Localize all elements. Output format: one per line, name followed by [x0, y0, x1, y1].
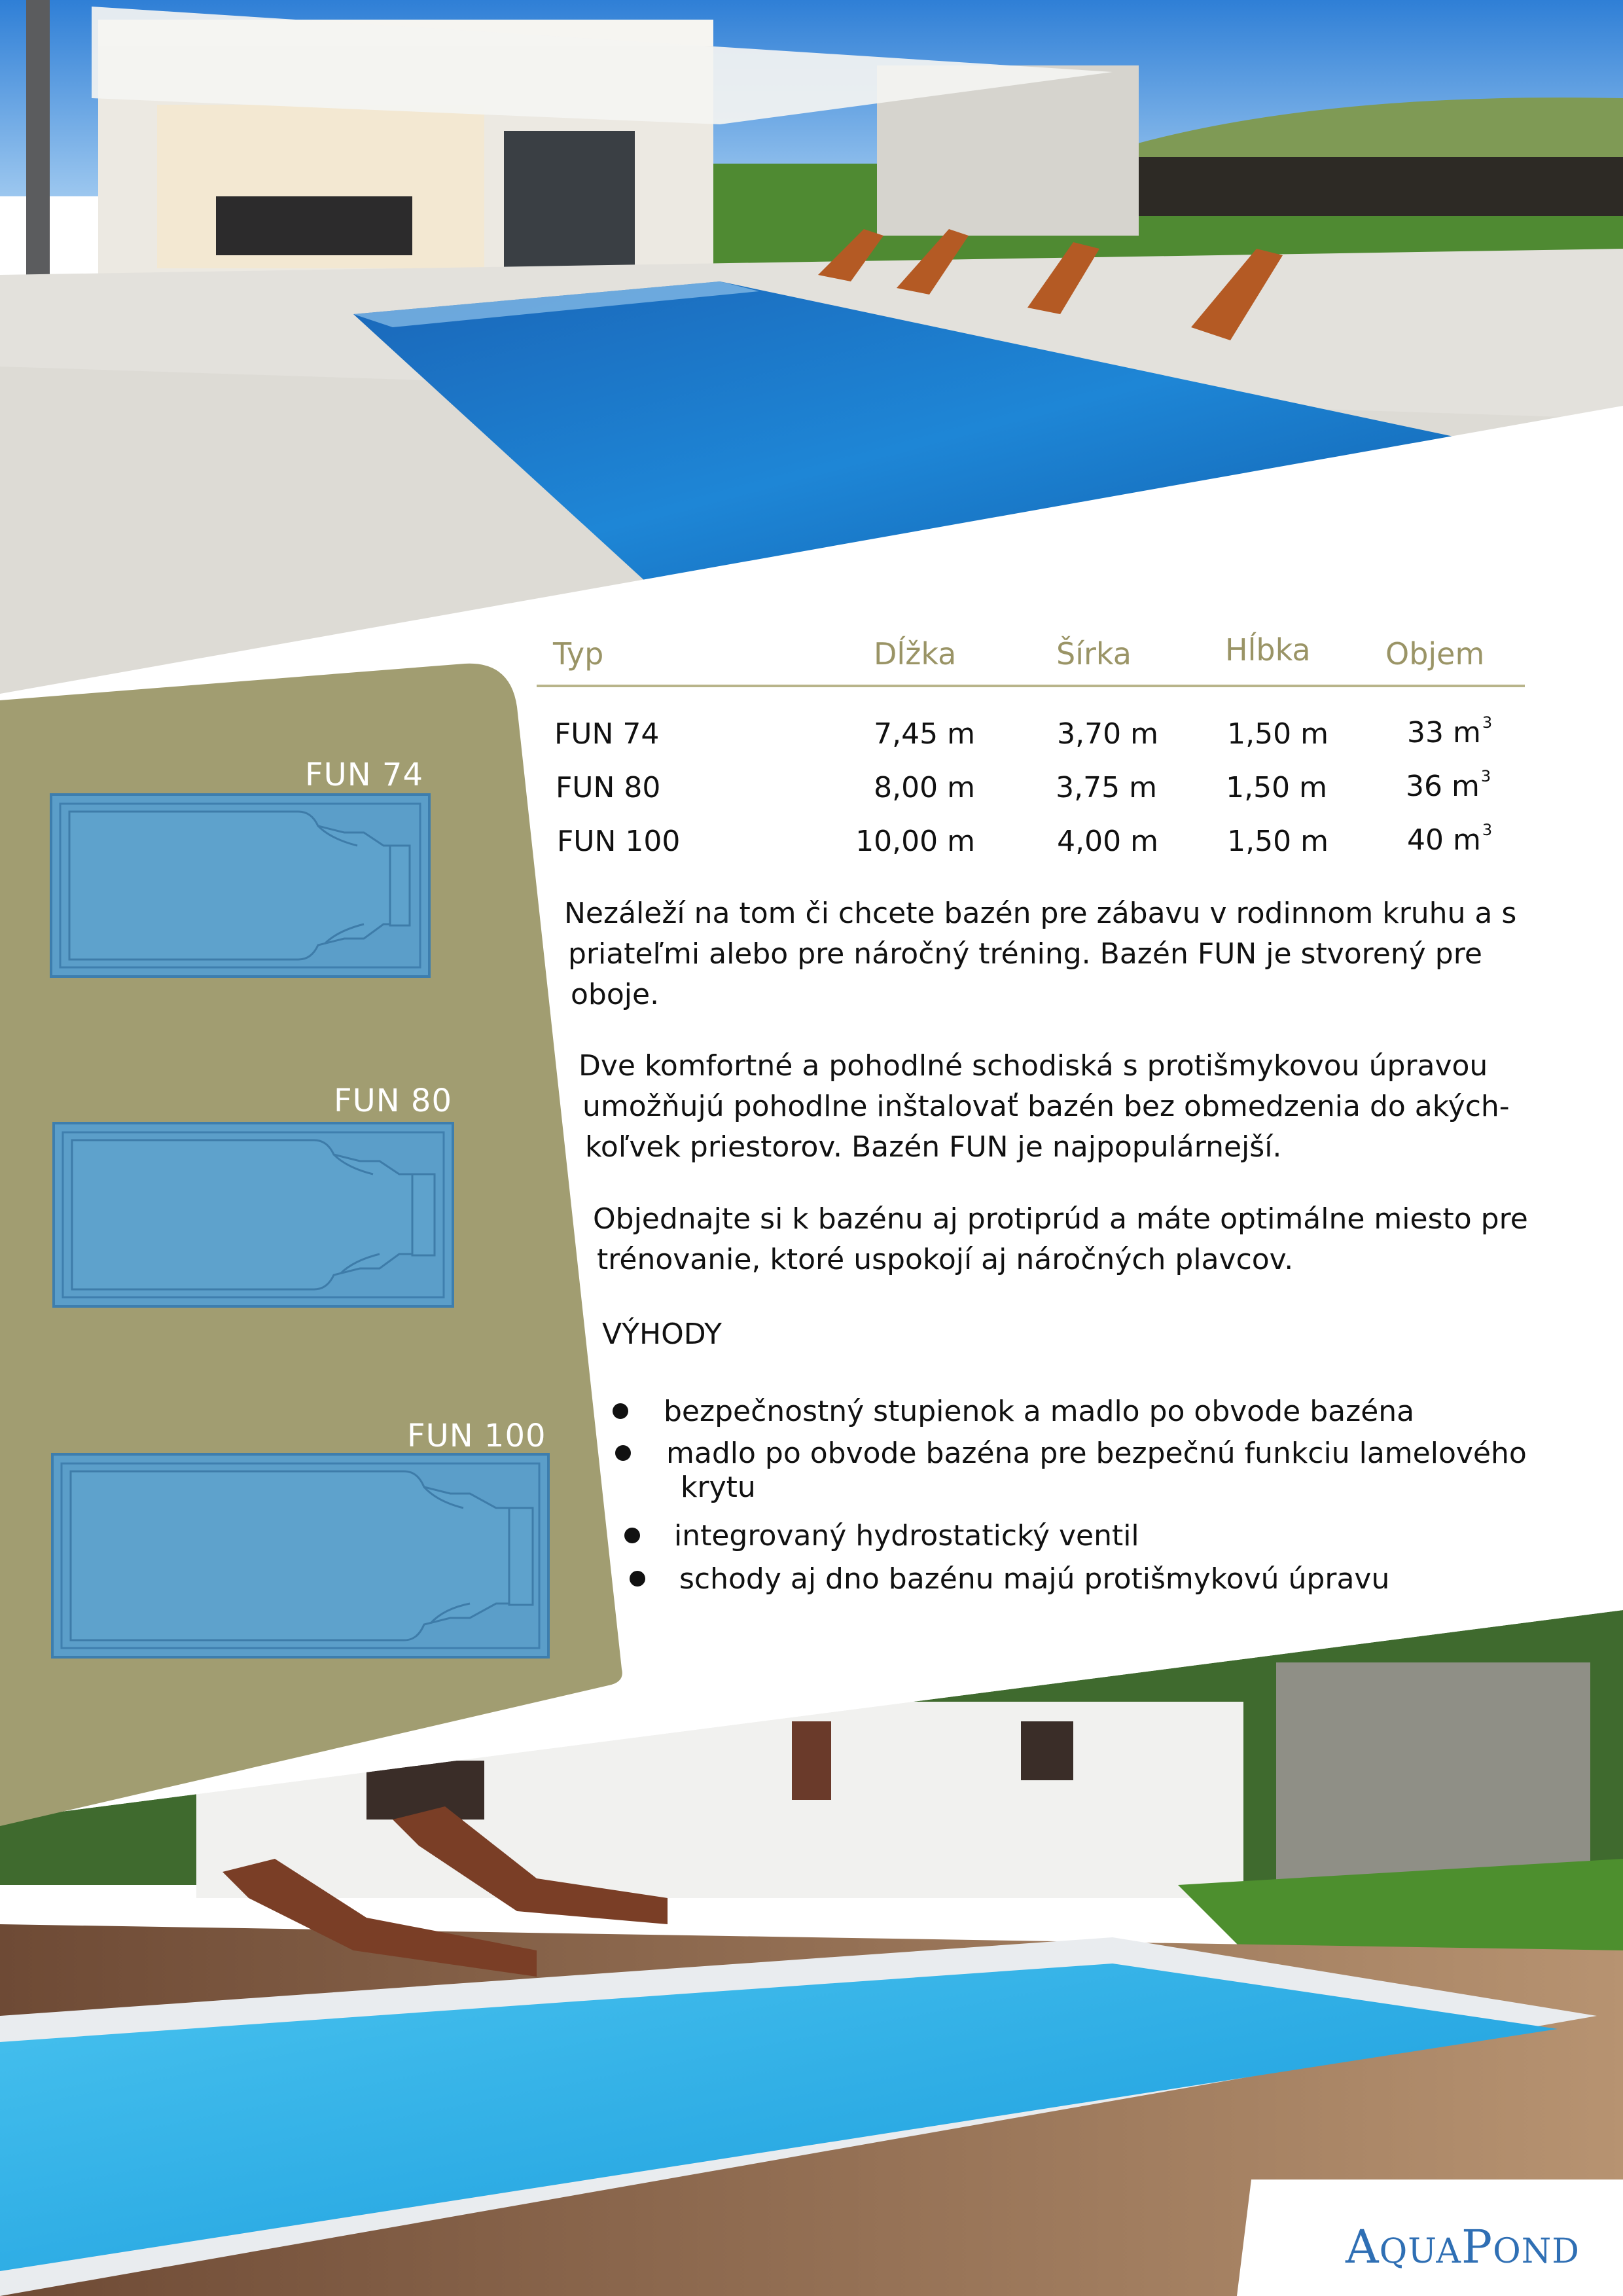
table-row-2-type: FUN 80	[556, 771, 661, 804]
table-header-length: Dĺžka	[874, 636, 957, 672]
table-row-2-volume: 36 $m^3$	[1406, 767, 1491, 803]
pool-diagram-fun-80	[52, 1122, 454, 1308]
bullet-icon	[624, 1528, 640, 1543]
pool-label-fun-80: FUN 80	[334, 1083, 452, 1119]
paragraph-intro: Nezáleží na tom či chcete bazén pre zábavu v rodinnom kruhu a s priateľmi alebo pre náročný tréning. Bazén FUN je stvorený pre oboje.	[564, 897, 1517, 1011]
pool-label-fun-100: FUN 100	[407, 1418, 546, 1454]
table-header-width: Šírka	[1056, 636, 1132, 672]
top-pool-photo	[0, 0, 1623, 694]
table-header-depth: Hĺbka	[1225, 632, 1311, 668]
bullet-icon	[613, 1403, 628, 1419]
table-row-2-length: 8,00 m	[874, 771, 975, 804]
table-row-3-type: FUN 100	[557, 825, 681, 858]
table-row-2-depth: 1,50 m	[1226, 771, 1327, 804]
table-row-3-length: 10,00 m	[855, 825, 975, 858]
table-row-3-volume: 40 $m^3$	[1407, 821, 1493, 857]
table-row-1-type: FUN 74	[554, 717, 660, 751]
pool-diagram-fun-100	[51, 1453, 550, 1659]
table-row-1-volume: 33 $m^3$	[1407, 713, 1493, 749]
bullet-icon	[615, 1445, 631, 1461]
table-header-volume: Objem	[1385, 636, 1485, 672]
pool-label-fun-74: FUN 74	[305, 757, 423, 793]
bullet-icon	[630, 1571, 645, 1587]
paragraph-counterflow: Objednajte si k bazénu aj protiprúd a máte optimálne miesto pre trénovanie, ktoré uspokojí aj náročných plavcov.	[593, 1202, 1528, 1276]
table-header-type: Typ	[553, 636, 604, 672]
pool-diagram-fun-74	[50, 793, 431, 978]
table-row-3-width: 4,00 m	[1057, 825, 1158, 858]
paragraph-stairs: Dve komfortné a pohodlné schodiská s protišmykovou úpravou umožňujú pohodlne inštalovať bazén bez obmedzenia do akých- koľvek priestorov. Bazén FUN je najpopulárnejší.	[579, 1049, 1510, 1164]
benefits-title: VÝHODY	[602, 1318, 722, 1351]
table-row-2-width: 3,75 m	[1056, 771, 1157, 804]
table-row-1-depth: 1,50 m	[1227, 717, 1329, 751]
table-row-1-length: 7,45 m	[874, 717, 975, 751]
table-row-1-width: 3,70 m	[1057, 717, 1158, 751]
aquapond-logo: AQUAPOND	[1346, 2220, 1580, 2274]
table-header-rule	[537, 685, 1525, 687]
table-row-3-depth: 1,50 m	[1227, 825, 1329, 858]
